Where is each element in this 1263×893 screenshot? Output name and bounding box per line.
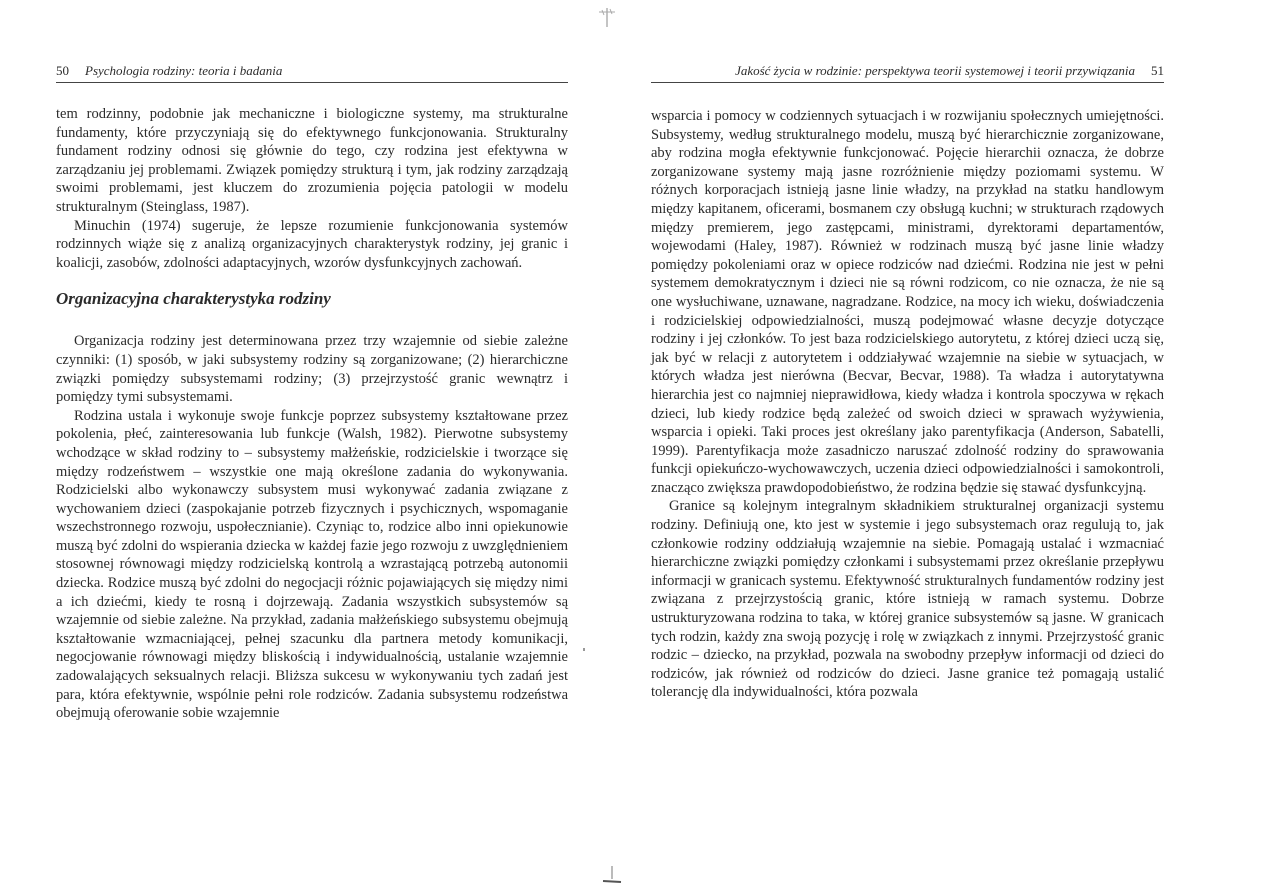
right-running-head [651, 62, 1164, 83]
section-heading: Organizacyjna charakterystyka rodziny [56, 289, 331, 309]
paragraph: Minuchin (1974) sugeruje, że lepsze rozumienie funkcjonowania systemów rodzinnych wiąże się z analizą organizacyjnych charakterystyk rodziny, jej granic i koalicji, zasobów, zdolności adaptacyjnych, wzorów dysfunkcyjnych zachowań. [56, 217, 568, 271]
right-body-text [651, 107, 1164, 702]
paragraph: Rodzina ustala i wykonuje swoje funkcje poprzez subsystemy kształtowane przez pokolenia, płeć, zainteresowania lub funkcje (Walsh, 1982). Pierwotne subsystemy wchodzące w skład rodziny to – subsystemy małżeńskie, rodzicielskie i tworzące się między rodzeństwem – wszystkie one mają określone zadania do wykonywania. Rodzicielski albo wykonawczy subsystem musi wykonywać zadania związane z wychowaniem dzieci (zaspokajanie potrzeb fizycznych i psychicznych, wspomaganie wszechstronnego rozwoju, uspołecznianie). Czyniąc to, rodzice albo inni opiekunowie muszą być zdolni do wspierania dziecka w każdej fazie jego rozwoju z uwzględnieniem stosownej równowagi między rodzicielską kontrolą a wzrastającą potrzebą autonomii dziecka. Rodzice muszą być zdolni do negocjacji różnic pojawiających się między nimi a ich dziećmi, kiedy te rosną i dojrzewają. Zadania wszystkich subsystemów są wzajemnie od siebie zależne. Na przykład, zadania małżeńskiego subsystemu obejmują kształtowanie wzmacniającej, pełnej szacunku dla partnera metody komunikacji, negocjowanie równowagi między bliskością i indywidualnością, ustalanie wzajemnie zadowalających seksualnych relacji. Bliższa sukcesu w wykonywaniu tych zadań jest para, która efektywnie, wspólnie pełni role rodziców. Zadania subsystemu rodzeństwa obejmują oferowanie sobie wzajemnie [56, 407, 568, 722]
left-running-title: Psychologia rodziny: teoria i badania [85, 63, 283, 78]
left-running-head [56, 62, 568, 83]
right-page [651, 62, 1164, 702]
paragraph: Granice są kolejnym integralnym składnikiem strukturalnej organizacji systemu rodziny. Definiują one, kto jest w systemie i jego subsystemach oraz regulują to, jak członkowie rodziny oddziałują wzajemnie na siebie. Pomagają ustalać i wzmacniać hierarchiczne związki pomiędzy członkami i subsystemami przez określanie przepływu informacji w granicach systemu. Efektywność strukturalnych fundamentów rodziny jest związana z przejrzystością granic, które istnieją w ramach systemu. Dobrze ustrukturyzowana rodzina to taka, w której granice subsystemów są jasne. W granicach tych rodzin, każdy zna swoją pozycję i rolę w związkach z innymi. Przejrzystość granic rodzic – dziecko, na przykład, pozwala na swobodny przepływ informacji od dzieci do rodziców, jak również od rodziców do dzieci. Jasne granice też pomagają ustalić tolerancję dla indywidualności, która pozwala [651, 498, 1164, 701]
right-running-title: Jakość życia w rodzinie: perspektywa teorii systemowej i teorii przywiązania [735, 63, 1135, 78]
scan-speck [583, 648, 585, 651]
paragraph: Organizacja rodziny jest determinowana przez trzy wzajemnie od siebie zależne czynniki: (1) sposób, w jaki subsystemy rodziny są zorganizowane; (2) hierarchiczne związki pomiędzy subsystemami rodziny; (3) przejrzystość granic wewnątrz i pomiędzy tymi subsystemami. [56, 333, 568, 406]
left-body-text [56, 105, 568, 723]
left-page [56, 62, 568, 723]
right-page-number: 51 [1151, 63, 1164, 78]
binding-mark-bottom-icon [600, 866, 624, 886]
paragraph: wsparcia i pomocy w codziennych sytuacjach i w rozwijaniu społecznych umiejętności. Subsystemy, według strukturalnego modelu, muszą być hierarchicznie zorganizowane, aby rodzina mogła efektywnie funkcjonować. Pojęcie hierarchii oznacza, że dobrze zorganizowane systemy mają jasne rozróżnienie między poziomami systemu. W różnych korporacjach istnieją jasne linie władzy, na przykład na statku handlowym między kapitanem, oficerami, bosmanem czy obsługą kuchni; w strukturach rządowych między premierem, jego zastępcami, ministrami, dyrektorami departamentów, wojewodami (Haley, 1987). Również w rodzinach muszą być jasne linie władzy pomiędzy pokoleniami oraz w opiece rodziców nad dziećmi. Rodzina nie jest w pełni systemem demokratycznym i dzieci nie są równi rodzicom, co nie oznacza, że nie są one wysłuchiwane, uznawane, nagradzane. Rodzice, na mocy ich wieku, doświadczenia i rodzicielskiej odpowiedzialności, muszą podejmować własne decyzje dotyczące rodziny i jej członków. To jest baza rodzicielskiego autorytetu, z której dzieci uczą się, jak być w relacji z autorytetem i oddziaływać wzajemnie na siebie w sytuacjach, w których władza jest nierówna (Becvar, Becvar, 1988). Ta władza i autorytatywna hierarchia jest co najmniej nieprawidłowa, kiedy władza i kontrola spoczywa w rękach dzieci, lub kiedy rodzice będą zależeć od swoich dzieci w sprawach wyżywienia, wsparcia i opieki. Taki proces jest określany jako parentyfikacja (Anderson, Sabatelli, 1999). Parentyfikacja może zasadniczo naruszać zdolność rodziny do sprawowania funkcji opiekuńczo-wychowawczych, uczenia dzieci odpowiedzialności i samokontroli, znacząco zwiększa prawdopodobieństwo, że rodzina będzie się stawać dysfunkcyjną. [651, 108, 1164, 496]
binding-mark-top-icon [596, 6, 618, 28]
paragraph: tem rodzinny, podobnie jak mechaniczne i biologiczne systemy, ma strukturalne fundamenty, które przyczyniają się do efektywnego funkcjonowania. Strukturalny fundament rodziny odnosi się głównie do tego, czy rodzina jest efektywna w zarządzaniu jej problemami. Związek pomiędzy strukturą i tym, jak rodziny zarządzają swoimi problemami, jest kluczem do zrozumienia pojęcia patologii w modelu strukturalnym (Steinglass, 1987). [56, 106, 568, 215]
left-page-number: 50 [56, 63, 69, 78]
